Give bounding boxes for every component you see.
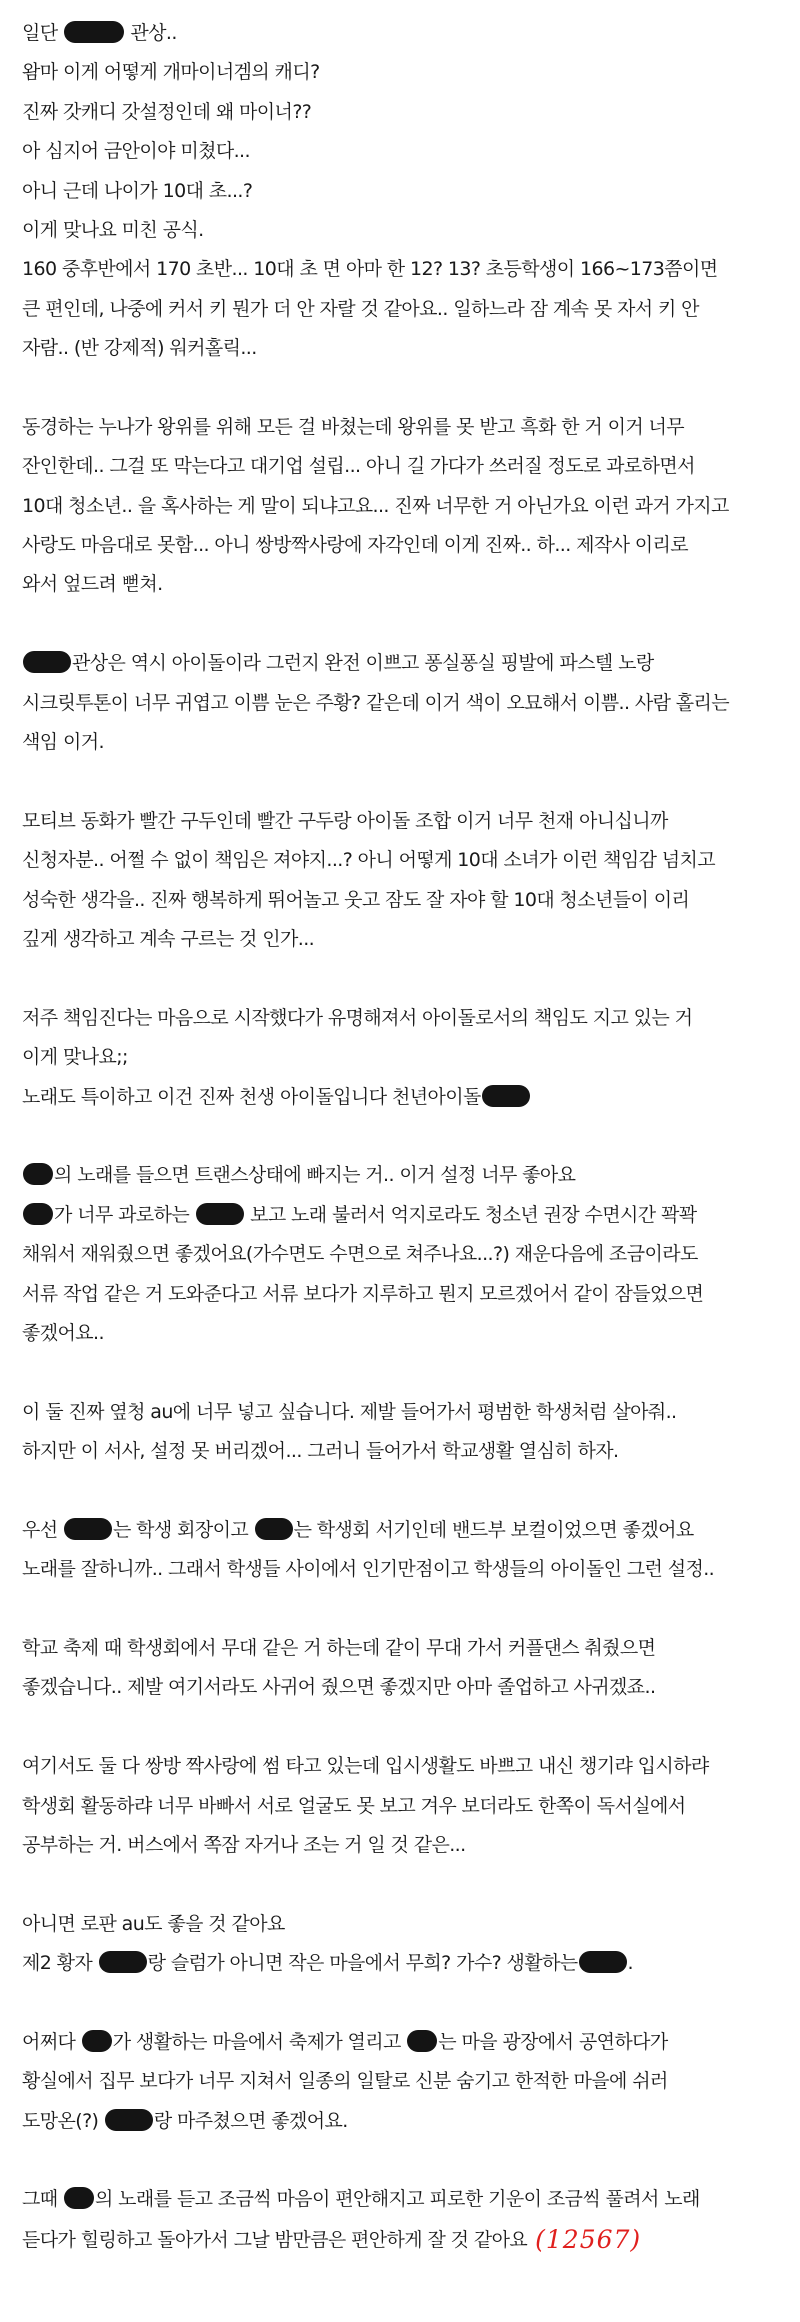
text-line: 가 너무 과로하는 보고 노래 불러서 억지로라도 청소년 권장 수면시간 꽉꽉 <box>22 1196 782 1235</box>
text-line: 성숙한 생각을.. 진짜 행복하게 뛰어놀고 웃고 잠도 잘 자야 할 10대 청소년들이 이리 <box>22 888 690 911</box>
text-line: 신청자분.. 어쩔 수 없이 책임은 져야지...? 아니 어떻게 10대 소녀가 이런 책임감 넘치고 <box>22 849 716 872</box>
paragraph-gap <box>22 1708 782 1747</box>
paragraph-gap <box>22 1471 782 1510</box>
text-line: 어쩌다 가 생활하는 마을에서 축제가 열리고 는 마을 광장에서 공연하다가 <box>22 2030 668 2053</box>
text-line: 160 중후반에서 170 초반... 10대 초 면 아마 한 12? 13? 초등학생이 166~173쯤이면 <box>22 258 718 281</box>
paragraph-gap <box>22 1117 782 1156</box>
redaction-mark <box>255 1518 293 1540</box>
text-line: 진짜 갓캐디 갓설정인데 왜 마이너?? <box>22 100 312 123</box>
redaction-mark <box>99 1951 147 1973</box>
redaction-mark <box>64 2187 94 2209</box>
paragraph-gap <box>22 1865 782 1904</box>
text-line: 그때 의 노래를 듣고 조금씩 마음이 편안해지고 피로한 기운이 조금씩 풀려서 노래 <box>22 2188 700 2211</box>
text-line: 이 둘 진짜 옆청 au에 너무 넣고 싶습니다. 제발 들어가서 평범한 학생처럼 살아줘.. <box>22 1400 677 1423</box>
text-line: 일단 관상.. <box>22 22 177 44</box>
redaction-mark <box>23 1203 53 1225</box>
text-line: 큰 편인데, 나중에 커서 키 뭔가 더 안 자랄 것 같아요.. 일하느라 잠 계속 못 자서 키 안 <box>22 297 699 320</box>
text-line: 제2 황자 랑 슬럼가 아니면 작은 마을에서 무희? 가수? 생활하는 . <box>22 1952 633 1975</box>
text-line: 채워서 재워줬으면 좋겠어요(가수면도 수면으로 쳐주나요...?) 재운다음에 조금이라도 <box>22 1243 698 1266</box>
text-line: 노래를 잘하니까.. 그래서 학생들 사이에서 인기만점이고 학생들의 아이돌인 그런 설정.. <box>22 1558 715 1581</box>
text-line: 좋겠습니다.. 제발 여기서라도 사귀어 줬으면 좋겠지만 아마 졸업하고 사귀겠죠.. <box>22 1676 656 1699</box>
paragraph-gap <box>22 369 782 408</box>
text-line: 이게 맞나요 미친 공식. <box>22 218 204 241</box>
text-line: 자람.. (반 강제적) 워커홀릭... <box>22 337 257 360</box>
text-line: 학교 축제 때 학생회에서 무대 같은 거 하는데 같이 무대 가서 커플댄스 춰줬으면 <box>22 1637 656 1660</box>
text-line: 황실에서 집무 보다가 너무 지쳐서 일종의 일탈로 신분 숨기고 한적한 마을에 쉬러 <box>22 2070 668 2093</box>
text-line: 우선 는 학생 회장이고 는 학생회 서기인데 밴드부 보컬이었으면 좋겠어요 <box>22 1518 694 1541</box>
redaction-mark <box>23 1163 53 1185</box>
text-line: 서류 작업 같은 거 도와준다고 서류 보다가 지루하고 뭔지 모르겠어서 같이 잠들었으면 <box>22 1282 704 1305</box>
document-body <box>22 14 782 2259</box>
text-line: 10대 청소년.. 을 혹사하는 게 말이 되냐고요... 진짜 너무한 거 아닌가요 이런 과거 가지고 <box>22 494 729 517</box>
text-line: 듣다가 힐링하고 돌아가서 그날 밤만큼은 편안하게 잘 것 같아요 (12567) <box>22 2224 642 2254</box>
text-line: 학생회 활동하랴 너무 바빠서 서로 얼굴도 못 보고 겨우 보더라도 한쪽이 독서실에서 <box>22 1794 686 1817</box>
text-line: 저주 책임진다는 마음으로 시작했다가 유명해져서 아이돌로서의 책임도 지고 있는 거 <box>22 1006 693 1029</box>
text-line: 하지만 이 서사, 설정 못 버리겠어... 그러니 들어가서 학교생활 열심히 하자. <box>22 1440 619 1463</box>
redaction-mark <box>196 1203 244 1225</box>
text-line: 와서 엎드려 뻗쳐. <box>22 573 163 596</box>
paragraph-gap <box>22 2141 782 2180</box>
paragraph-gap <box>22 1984 782 2023</box>
paragraph-gap <box>22 762 782 801</box>
redaction-mark <box>105 2109 153 2131</box>
text-line: 관상은 역시 아이돌이라 그런지 완전 이쁘고 퐁실퐁실 핑발에 파스텔 노랑 <box>22 644 782 683</box>
redaction-mark <box>64 1518 112 1540</box>
text-line: 왐마 이게 어떻게 개마이너겜의 캐디? <box>22 61 320 84</box>
text-line: 시크릿투톤이 너무 귀엽고 이쁨 눈은 주황? 같은데 이거 색이 오묘해서 이쁨.. 사람 홀리는 <box>22 691 730 714</box>
paragraph-gap <box>22 1590 782 1629</box>
redaction-mark <box>579 1951 627 1973</box>
text-line: 도망온(?) 랑 마주쳤으면 좋겠어요. <box>22 2109 348 2132</box>
text-line: 노래도 특이하고 이건 진짜 천생 아이돌입니다 천년아이돌 <box>22 1078 782 1117</box>
redaction-mark <box>407 2030 437 2052</box>
text-line: 모티브 동화가 빨간 구두인데 빨간 구두랑 아이돌 조합 이거 너무 천재 아니십니까 <box>22 809 668 832</box>
handwritten-annotation: (12567) <box>535 2224 642 2254</box>
text-line: 아 심지어 금안이야 미쳤다... <box>22 140 250 163</box>
text-line: 동경하는 누나가 왕위를 위해 모든 걸 바쳤는데 왕위를 못 받고 흑화 한 거 이거 너무 <box>22 415 685 438</box>
redaction-mark <box>82 2030 112 2052</box>
text-line: 아니면 로판 au도 좋을 것 같아요 <box>22 1912 285 1935</box>
text-line: 사랑도 마음대로 못함... 아니 쌍방짝사랑에 자각인데 이게 진짜.. 하... 제작사 이리로 <box>22 534 689 557</box>
paragraph-gap <box>22 605 782 644</box>
paragraph-gap <box>22 959 782 998</box>
text-line: 깊게 생각하고 계속 구르는 것 인가... <box>22 927 315 950</box>
redaction-mark <box>482 1085 530 1107</box>
text-line: 잔인한데.. 그걸 또 막는다고 대기업 설립... 아니 길 가다가 쓰러질 정도로 과로하면서 <box>22 455 695 478</box>
text-line: 좋겠어요.. <box>22 1321 104 1344</box>
text-line: 의 노래를 들으면 트랜스상태에 빠지는 거.. 이거 설정 너무 좋아요 <box>22 1156 782 1195</box>
redaction-mark <box>23 651 71 673</box>
text-line: 공부하는 거. 버스에서 쪽잠 자거나 조는 거 일 것 같은... <box>22 1833 466 1856</box>
text-line: 색임 이거. <box>22 731 104 754</box>
redaction-mark <box>64 21 124 43</box>
paragraph-gap <box>22 1353 782 1392</box>
text-line: 여기서도 둘 다 쌍방 짝사랑에 썸 타고 있는데 입시생활도 바쁘고 내신 챙기랴 입시하랴 <box>22 1755 709 1778</box>
text-line: 이게 맞나요;; <box>22 1046 128 1069</box>
text-line: 아니 근데 나이가 10대 초...? <box>22 179 253 202</box>
